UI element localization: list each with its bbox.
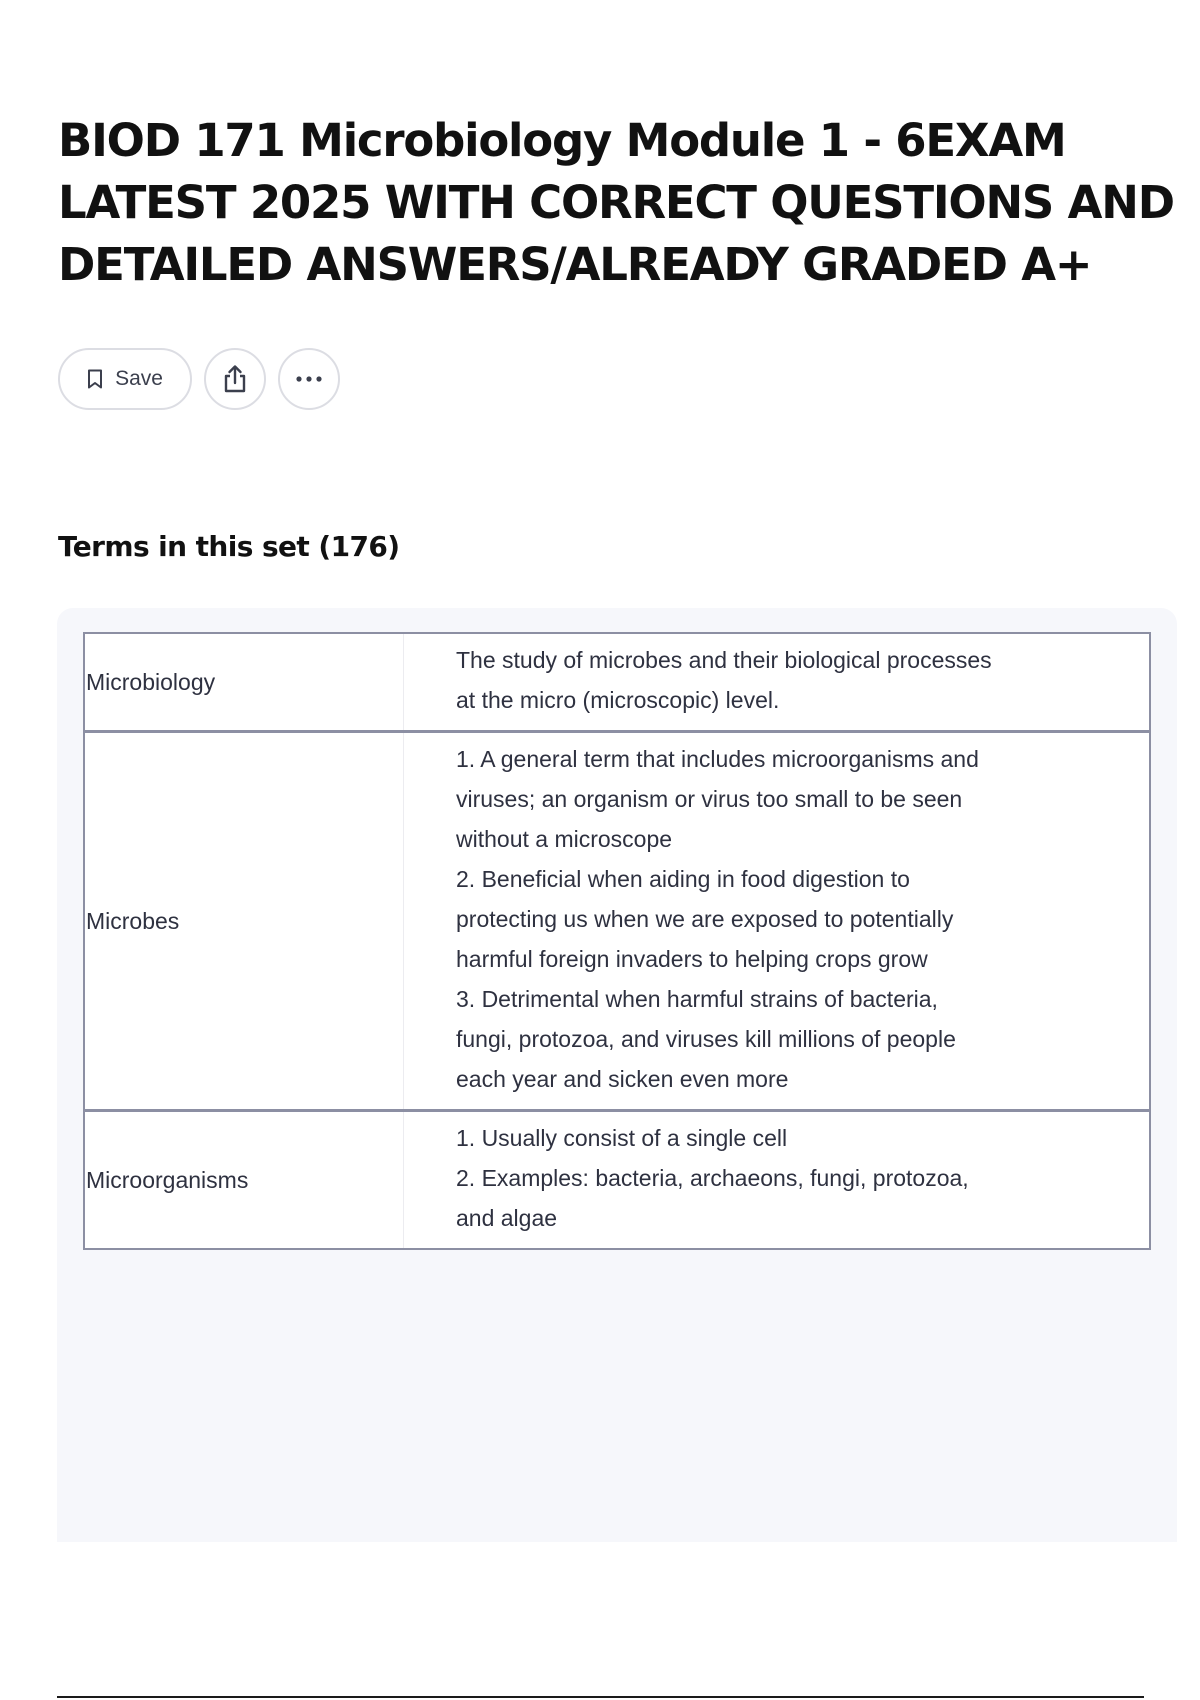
- definition-line: 2. Examples: bacteria, archaeons, fungi, protozoa,: [456, 1165, 969, 1191]
- definition-line: each year and sicken even more: [456, 1066, 789, 1092]
- definition-line: without a microscope: [456, 826, 673, 852]
- definition-cell: [404, 1111, 1151, 1250]
- page-title-line: DETAILED ANSWERS/ALREADY GRADED A+: [58, 238, 1092, 291]
- page-title-line: LATEST 2025 WITH CORRECT QUESTIONS AND: [58, 176, 1174, 229]
- terms-heading: Terms in this set (176): [58, 530, 400, 563]
- bottom-divider: [57, 1696, 1144, 1698]
- definition-line: 2. Beneficial when aiding in food digestion to: [456, 866, 910, 892]
- definition-line: 3. Detrimental when harmful strains of bacteria,: [456, 986, 938, 1012]
- table-row: [84, 732, 1150, 1111]
- bookmark-icon: [87, 369, 103, 389]
- definition-cell: [404, 732, 1151, 1111]
- page-title: [58, 110, 1174, 296]
- definition-line: 1. Usually consist of a single cell: [456, 1125, 788, 1151]
- terms-table: [83, 632, 1151, 1250]
- definition-line: protecting us when we are exposed to potentially: [456, 906, 954, 932]
- page-title-line: BIOD 171 Microbiology Module 1 - 6EXAM: [58, 114, 1066, 167]
- table-row: [84, 633, 1150, 732]
- definition-line: harmful foreign invaders to helping crops grow: [456, 946, 928, 972]
- save-button-label: Save: [115, 367, 163, 390]
- definition-cell: [404, 633, 1151, 732]
- term-cell: Microbiology: [84, 633, 404, 732]
- action-toolbar: [58, 348, 340, 410]
- definition-line: viruses; an organism or virus too small to be seen: [456, 786, 963, 812]
- share-button[interactable]: [204, 348, 266, 410]
- more-icon: [294, 375, 324, 383]
- definition-line: 1. A general term that includes microorganisms and: [456, 746, 979, 772]
- definition-line: and algae: [456, 1205, 558, 1231]
- term-cell: Microbes: [84, 732, 404, 1111]
- definition-line: fungi, protozoa, and viruses kill millions of people: [456, 1026, 956, 1052]
- table-row: [84, 1111, 1150, 1250]
- definition-line: The study of microbes and their biological processes: [456, 647, 992, 673]
- more-options-button[interactable]: [278, 348, 340, 410]
- definition-line: at the micro (microscopic) level.: [456, 687, 780, 713]
- share-icon: [221, 364, 249, 394]
- terms-panel: [57, 608, 1177, 1542]
- term-cell: Microorganisms: [84, 1111, 404, 1250]
- save-button[interactable]: [58, 348, 192, 410]
